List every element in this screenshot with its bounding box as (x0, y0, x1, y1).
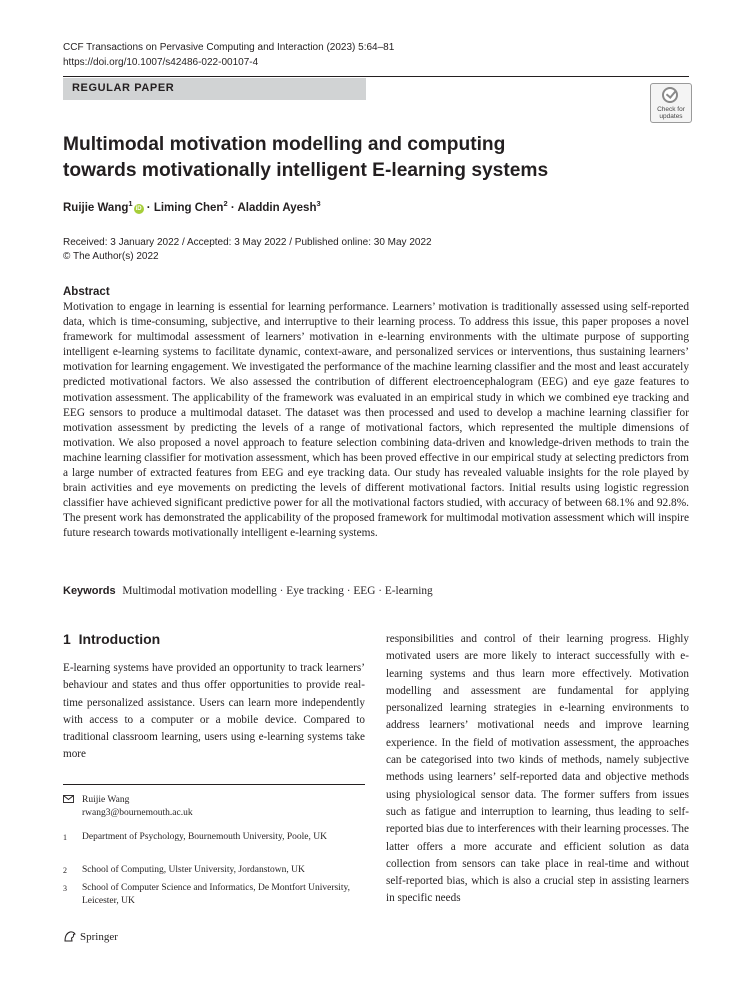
orcid-icon[interactable]: iD (135, 205, 142, 212)
affiliation-mark: 2 (63, 866, 67, 875)
publication-history: Received: 3 January 2022 / Accepted: 3 May 2022 / Published online: 30 May 2022 (63, 237, 432, 248)
publisher-logo (63, 930, 118, 943)
section-number: 1 (63, 631, 71, 647)
keywords-list: Multimodal motivation modelling · Eye tracking · EEG · E-learning (122, 585, 433, 597)
affiliation-text: School of Computing, Ulster University, Jordanstown, UK (82, 865, 305, 875)
publisher-name: Springer (80, 930, 118, 943)
paper-title (63, 132, 623, 184)
intro-paragraph-right: responsibilities and control of their learning progress. Highly motivated users are more likely to interact successfully with e-learning systems and thus learn more effectively. Motivation modelling and assessment are fundamental for applying personalized learning strategies in e-learning environments to address learners’ motivational needs and improve learning experience. In the field of motivation assessment, the approaches can be categorised into two kinds of methods, namely subjective methods using learners’ self-reported data and objective methods using physiological sensor data. The former suffers from issues such as fatigue and interruption to learning, thus leading to self-reported bias due to interferences with their learning processes. The latter offers a more accurate and efficient solution as data collection from sensors can take place in real-time and without self-reported bias, which is also a crucial step in assisting learners in specific needs (386, 633, 689, 905)
author-affiliation-mark: 3 (316, 199, 321, 208)
springer-horse-icon (63, 930, 77, 943)
author-separator: · (230, 201, 235, 214)
doi-link[interactable]: https://doi.org/10.1007/s42486-022-00107-4 (63, 57, 259, 68)
section-title: Introduction (78, 631, 161, 647)
author-list (63, 199, 321, 214)
affiliation-text: School of Computer Science and Informatics, De Montfort University, Leicester, UK (82, 883, 350, 906)
intro-paragraph-left: E-learning systems have provided an opportunity to track learners’ behaviour and states and thus offer opportunities to provide real-time personalized assistance. Users can learn more independently with access to a computer or a mobile device. Compared to traditional classroom learning, users using e-learning systems take more (63, 662, 365, 761)
affiliation-mark: 1 (63, 833, 67, 842)
journal-citation: CCF Transactions on Pervasive Computing and Interaction (2023) 5:64–81 (63, 42, 395, 53)
updates-label: updates (659, 113, 683, 120)
affiliation-text: Department of Psychology, Bournemouth University, Poole, UK (82, 832, 327, 842)
title-line-2: towards motivationally intelligent E-learning systems (63, 160, 549, 181)
author-name[interactable]: Aladdin Ayesh (237, 201, 317, 214)
paper-type-label: REGULAR PAPER (72, 82, 175, 94)
keywords-label: Keywords (63, 585, 116, 597)
author-name[interactable]: Ruijie Wang (63, 201, 129, 214)
crossmark-icon (662, 87, 678, 103)
keywords (63, 585, 433, 597)
affiliation-mark: 3 (63, 884, 67, 893)
footnote-rule (63, 784, 365, 785)
correspondence-name: Ruijie Wang (82, 795, 130, 805)
publication-dates (63, 236, 432, 264)
envelope-icon (63, 794, 74, 807)
paper-type-banner (63, 78, 366, 100)
abstract-heading: Abstract (63, 286, 110, 298)
author-affiliation-mark: 2 (223, 199, 228, 208)
author-name[interactable]: Liming Chen (153, 201, 224, 214)
header-rule (63, 76, 689, 77)
author-affiliation-mark: 1 (128, 199, 133, 208)
section-heading (63, 631, 160, 647)
copyright-line: © The Author(s) 2022 (63, 251, 159, 262)
author-separator: · (146, 201, 151, 214)
correspondence-email[interactable]: rwang3@bournemouth.ac.uk (82, 808, 193, 818)
journal-header (63, 40, 394, 70)
check-for-updates-badge[interactable] (650, 83, 692, 123)
abstract-text: Motivation to engage in learning is essential for learning performance. Learners’ motivation is traditionally assessed using self-reported data, which is time-consuming, subjective, and interruptive to their learning process. To address this issue, this paper proposes a novel framework for multimodal assessment of learners’ motivation in e-learning environments with the ultimate purpose of supporting intelligent e-learning systems to facilitate dynamic, context-aware, and personalized services or interventions, thus sustaining learners’ motivation for learning engagement. We investigated the performance of the machine learning classifier and the most and least accurately predicted motivational factors. We also assessed the contribution of different electroencephalogram (EEG) and eye gaze features to motivation assessment. The applicability of the framework was evaluated in an empirical study in which we combined eye tracking and EEG sensors to produce a multimodal dataset. The dataset was then processed and used to develop a machine learning classifier for motivation assessment by predicting the levels of a range of motivational factors, which represented the multiple dimensions of motivation. We also proposed a novel approach to feature selection combining data-driven and knowledge-driven methods to train the machine learning classifier for motivation assessment, which has been proved effective in our empirical study at selecting predictors from a large number of extracted features from EEG and eye tracking data. Our study has revealed valuable insights for the role played by brain activities and eye movements on predicting the levels of different motivational factors. Initial results using logistic regression classifier have achieved significant predictive power for all the motivational factors studied, with accuracy of between 68.1% and 92.8%. The present work has demonstrated the applicability of the proposed framework for multimodal motivation assessment which will inspire future research towards motivationally intelligent e-learning systems. (63, 301, 689, 540)
title-line-1: Multimodal motivation modelling and computing (63, 134, 506, 155)
check-for-label: Check for (657, 106, 685, 113)
